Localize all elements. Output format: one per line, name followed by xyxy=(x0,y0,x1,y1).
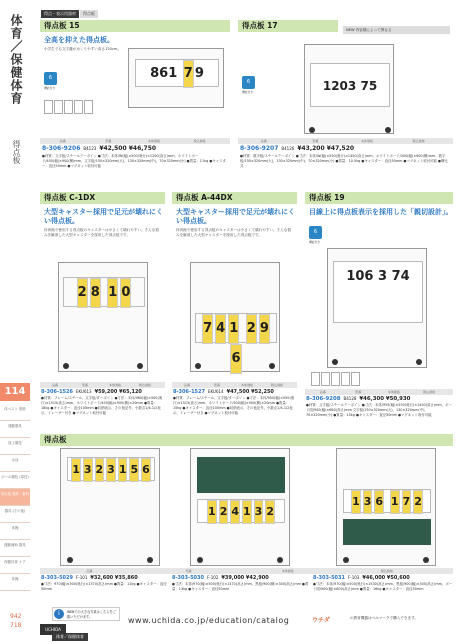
price: ¥46,300 xyxy=(359,396,384,402)
spec-text: ●材質：数字板/スチールテーポイン ●寸法：本体/W(幅)×550(奥行)×1450(高さ)mm、ホワイトボード/300(幅)×900(横)mm、数字板/150×320mm(大)、130×320mm(中)、70×320mm(小) ●質量：10.5kg ●キャスター：直径50mm ●マグネット取付可能 ●横比式 xyxy=(240,154,448,168)
digit: 2 xyxy=(265,500,275,524)
sidebar xyxy=(0,0,30,644)
score-display xyxy=(333,261,423,323)
product-code[interactable]: 8-303-5029 xyxy=(41,575,73,581)
bellmark-note: の教育機器はベルマークで購入できます。 xyxy=(350,616,418,620)
plate-thumb xyxy=(311,372,320,386)
spec-label: 本体価格 xyxy=(360,139,373,143)
spec-header xyxy=(40,138,230,144)
digit: 1 xyxy=(390,490,400,514)
price-row xyxy=(42,145,156,152)
digit: 1 xyxy=(107,278,118,308)
caster-wheel xyxy=(147,557,153,563)
digit: 3 xyxy=(378,269,388,284)
side-nav-item[interactable]: 体操 xyxy=(0,574,30,591)
score-display xyxy=(197,499,285,523)
catalog-url[interactable]: www.uchida.co.jp/education/catalog xyxy=(128,616,290,625)
card-title: 全高を抑えた得点板。 xyxy=(44,36,114,44)
caster-wheel xyxy=(423,557,429,563)
price: ¥59,200 xyxy=(94,389,118,395)
info-icon: i xyxy=(54,609,64,619)
price-tax: ¥42,900 xyxy=(245,575,269,581)
feature-badge: 6 xyxy=(242,76,255,89)
digit: 1 xyxy=(168,66,178,81)
chalkboard xyxy=(343,519,431,545)
spec-text: ●材質：文字板/スチールテーポイン ●寸法：本体/W(幅)×500(奥行)×1200(高さ)mm、ホワイトボード/450(幅)×900(横)mm、文字板/150×320mm(大)、130×320mm(中)、70×320mm(小) ●質量：11kg ●キャスター：直径50mm ●マグネット取付可能 xyxy=(42,154,226,168)
spec-label: 品番 xyxy=(59,139,66,143)
price-row xyxy=(41,575,138,581)
side-nav-item[interactable]: 水泳 xyxy=(0,455,30,472)
digit: 1 xyxy=(228,314,239,344)
footer-category: 体育／保健体育 xyxy=(52,633,88,641)
digit: 0 xyxy=(120,278,131,308)
product-image xyxy=(190,262,280,372)
plate-thumb xyxy=(84,100,93,114)
price-row xyxy=(313,575,410,581)
plate-thumb xyxy=(321,372,330,386)
web-tip: WEBでの大きな写真はこちらをご覧いただけます。 xyxy=(52,607,120,621)
digit: 6 xyxy=(159,66,169,81)
digit: 0 xyxy=(355,269,365,284)
model-number: B4126 xyxy=(281,146,295,151)
model-number: F-102 xyxy=(206,575,219,580)
spec-label: 型番 xyxy=(213,383,220,387)
spec-label: 型番 xyxy=(105,139,112,143)
digit: 3 xyxy=(83,458,93,482)
caster-wheel xyxy=(269,363,275,369)
spec-label: 型番 xyxy=(355,390,362,394)
price-tax: ¥35,860 xyxy=(114,575,138,581)
card-header: 得点板 C-1DX xyxy=(40,192,165,204)
caster-wheel xyxy=(385,127,391,133)
price-tax: ¥47,520 xyxy=(326,145,355,152)
spec-header xyxy=(40,568,453,574)
card-title: 大型キャスター採用で足元が壊れにくい得点板。 xyxy=(44,208,163,225)
model-number: F-103 xyxy=(347,575,360,580)
spec-label: 税込価格 xyxy=(423,390,436,394)
digit: 4 xyxy=(215,314,226,344)
caster-wheel xyxy=(277,557,283,563)
spec-label: 品番 xyxy=(86,569,93,573)
spec-label: 税込価格 xyxy=(412,139,425,143)
product-image xyxy=(128,48,224,108)
product-image xyxy=(304,44,394,134)
digit: 9 xyxy=(194,66,204,81)
spec-text: ●材質：フレーム/スチール、文字板/ターポリン ●寸法：本体/980(幅)×500(奥行)×1515(高さ)mm、ホワイトボード/450(幅)×900(横)×20mm ●質量：18kg ●キャスター：直径100mm ●収納表示、その他記号、小数点1/4-1/2表示、イレーザー付き ●マグネット取付可能 xyxy=(41,396,163,415)
card-title: 大型キャスター採用で足元が壊れにくい得点板。 xyxy=(176,208,295,225)
score-display xyxy=(195,313,277,366)
plate-thumb xyxy=(44,100,53,114)
number-plate-samples xyxy=(44,100,94,115)
digit: 1 xyxy=(207,500,217,524)
digit: 2 xyxy=(331,79,340,93)
chalkboard xyxy=(197,457,285,493)
score-display xyxy=(310,63,390,107)
product-section xyxy=(40,434,453,606)
spec-label: 品番 xyxy=(51,383,58,387)
price: ¥43,200 xyxy=(297,145,325,152)
spec-label: 品番 xyxy=(260,139,267,143)
spec-label: 型番 xyxy=(185,569,192,573)
product-code[interactable]: 8-306-1526 xyxy=(41,389,73,395)
product-code[interactable]: 8-303-5030 xyxy=(172,575,204,581)
feature-badge: 6 xyxy=(309,226,322,239)
card-description: 小学生でも文字盤がめくりやすい高さ120cm。 xyxy=(44,47,122,51)
digit: 3 xyxy=(254,500,264,524)
plate-thumb xyxy=(54,100,63,114)
price-row xyxy=(172,575,269,581)
product-image xyxy=(190,448,290,566)
product-image xyxy=(336,448,436,566)
digit: 2 xyxy=(95,458,105,482)
uchida-logo: UCHIDA xyxy=(40,624,66,635)
digit: 4 xyxy=(230,500,240,524)
digit: 3 xyxy=(363,490,373,514)
digit: 6 xyxy=(374,490,384,514)
card-description: 体育館で使用する得点板のキャスターは小さくて壊れやすい。そんな悩みを解消した大型キャスターを採用した得点板です。 xyxy=(44,228,159,237)
digit: 2 xyxy=(219,500,229,524)
model-number: B4128 xyxy=(343,396,357,401)
spec-header xyxy=(238,138,453,144)
product-code[interactable]: 8-306-9208 xyxy=(306,396,341,402)
product-image xyxy=(327,248,427,368)
caster-wheel xyxy=(195,363,201,369)
spec-text: ●材質：文字板/スチールテーポイン ●寸法：本体/955(幅)×550(奥行)×1450(高さ)mm、ボード面/900(幅)×660(高さ)mm 文字板/150×320mm(大)、130×320mm(中)、70×320mm(小) ●質量：15kg ●キャスター：直径50mm ●マグネット取付可能 xyxy=(306,403,452,417)
product-code[interactable]: 8-306-9206 xyxy=(42,145,81,152)
spec-header xyxy=(172,382,297,388)
product-card xyxy=(40,192,165,432)
spec-text: ●寸法：970(幅)×500(奥行)×1370(高さ)mm ●質量：11kg ●キャスター：直径50mm xyxy=(41,582,167,591)
side-nav-item[interactable]: 体操 xyxy=(0,523,30,540)
breadcrumb-category[interactable]: 得点・表示用器材 xyxy=(41,10,79,18)
product-image xyxy=(60,448,160,566)
digit: 5 xyxy=(129,458,139,482)
digit: 1 xyxy=(71,458,81,482)
side-nav-item[interactable]: 体ベスト 規格 xyxy=(0,404,30,421)
product-card xyxy=(238,20,453,190)
price: ¥47,500 xyxy=(226,389,250,395)
footer xyxy=(40,606,460,644)
product-code[interactable]: 8-306-9207 xyxy=(240,145,279,152)
caster-wheel xyxy=(197,557,203,563)
caster-wheel xyxy=(309,127,315,133)
side-nav-item[interactable]: 運動補助 器具 xyxy=(0,540,30,557)
digit: 1 xyxy=(346,269,356,284)
product-image xyxy=(58,262,148,372)
price: ¥32,600 xyxy=(90,575,114,581)
notice-bar: NEW 内容積によって異なる xyxy=(343,26,450,34)
plate-thumb xyxy=(331,372,340,386)
digit: 6 xyxy=(230,344,241,374)
score-display xyxy=(135,59,219,87)
price-row xyxy=(173,389,274,395)
caster-wheel xyxy=(63,363,69,369)
spec-label: 本体価格 xyxy=(387,390,400,394)
section-subtitle: 得点板 xyxy=(12,140,21,164)
card-header: 得点板 17 xyxy=(238,20,338,32)
caster-wheel xyxy=(137,363,143,369)
plate-thumb xyxy=(341,372,350,386)
plate-thumb xyxy=(74,100,83,114)
digit: 8 xyxy=(90,278,101,308)
caster-wheel xyxy=(343,557,349,563)
spec-text: ●寸法：本体/970(幅)×500(奥行)×1370(高さ)mm、黒板/900(横)×300(高さ)mm ●質量：13kg ●キャスター：直径50mm xyxy=(172,582,309,591)
product-code[interactable]: 8-306-1527 xyxy=(173,389,205,395)
product-card xyxy=(305,192,453,432)
digit: 7 xyxy=(402,490,412,514)
spec-label: 税込価格 xyxy=(270,383,283,387)
digit: 3 xyxy=(347,79,357,93)
digit: 7 xyxy=(360,79,369,93)
caster-wheel xyxy=(332,359,338,365)
spec-header xyxy=(305,389,453,395)
side-nav-item[interactable]: 運動器具 xyxy=(0,421,30,438)
digit: 0 xyxy=(339,79,348,93)
score-display xyxy=(63,277,145,307)
feature-badge: 6 xyxy=(44,72,57,85)
score-display xyxy=(67,457,155,481)
card-description: 体育館で使用する得点板のキャスターは小さくて壊れやすい。そんな悩みを解消した大型キャスターを採用した得点板です。 xyxy=(176,228,291,237)
digit: 4 xyxy=(400,269,410,284)
card-header: 得点板 A-44DX xyxy=(172,192,297,204)
spec-text: ●寸法：本体/970(幅)×500(奥行)×1530(高さ)mm、黒板/900(幅)×300(高さ)mm、ボード面/900(幅)×600(高さ)mm ●質量：16kg ●キャスター：直径50mm xyxy=(313,582,453,591)
spec-label: 本体価格 xyxy=(281,569,294,573)
spec-label: 本体価格 xyxy=(147,139,160,143)
digit: 2 xyxy=(77,278,88,308)
price-row xyxy=(306,396,410,402)
card-title: 目線上に得点板表示を採用した「親切設計」。 xyxy=(309,208,453,216)
score-display xyxy=(343,489,431,513)
model-number: F-101 xyxy=(75,575,88,580)
price-tax: ¥46,750 xyxy=(128,145,157,152)
product-card xyxy=(172,192,297,432)
price: ¥42,500 xyxy=(99,145,127,152)
side-nav-item[interactable]: ボール競技 (球技) xyxy=(0,472,30,489)
digit: 2 xyxy=(246,314,257,344)
digit: 6 xyxy=(364,269,374,284)
model-number: B4123 xyxy=(83,146,97,151)
side-nav-item[interactable]: 陸上競技 xyxy=(0,438,30,455)
price-tax: ¥50,600 xyxy=(386,575,410,581)
spec-label: 本体価格 xyxy=(108,383,121,387)
spec-header xyxy=(40,382,165,388)
side-nav-item[interactable]: 保健体育 ケア xyxy=(0,557,30,574)
model-number: EKU614 xyxy=(207,389,224,394)
digit: 7 xyxy=(391,269,401,284)
plate-thumb xyxy=(351,372,360,386)
digit: 1 xyxy=(322,79,332,93)
feature-badge-caption: 機能付き xyxy=(309,240,321,244)
spec-label: 品番 xyxy=(319,390,326,394)
digit: 6 xyxy=(141,458,151,482)
page-refs xyxy=(10,612,21,630)
spec-label: 税込価格 xyxy=(380,569,393,573)
digit: 9 xyxy=(259,314,270,344)
number-plate-samples xyxy=(311,372,361,387)
feature-badge-caption: 機能付き xyxy=(242,90,254,94)
caster-wheel xyxy=(67,557,73,563)
digit: 5 xyxy=(368,79,378,93)
model-number: EKU613 xyxy=(75,389,92,394)
digit: 1 xyxy=(242,500,252,524)
breadcrumb xyxy=(41,10,99,17)
feature-badge-caption: 機能付き xyxy=(44,86,56,90)
side-nav-item-active[interactable]: 得点板 器具・審判 xyxy=(0,489,30,506)
spec-label: 型番 xyxy=(312,139,319,143)
section-title: 体育／保健体育 xyxy=(9,14,23,105)
card-header: 得点板 15 xyxy=(40,20,230,32)
digit: 7 xyxy=(183,60,194,88)
price: ¥39,000 xyxy=(221,575,245,581)
side-nav xyxy=(0,404,30,591)
spec-label: 型番 xyxy=(81,383,88,387)
page-number-tab: 114 xyxy=(0,383,30,401)
breadcrumb-item[interactable]: 得点板 xyxy=(80,10,98,18)
side-nav-item[interactable]: 器具 (その他) xyxy=(0,506,30,523)
spec-label: 税込価格 xyxy=(138,383,151,387)
bellmark-logo: ウチダ xyxy=(312,617,330,624)
price-row xyxy=(41,389,142,395)
digit: 7 xyxy=(202,314,213,344)
price-tax: ¥65,120 xyxy=(119,389,142,395)
spec-text: ●材質：フレーム/スチール、文字板/ターポリン ●寸法：本体/950(幅)×550(奥行)×1515(高さ)mm、ホワイトボード/300(幅)×900(横)×20mm ●質量：15kg ●キャスター：直径100mm ●収納表示、その他記号、小数点1/4-1/2表示、イレーザー付き ●マグネット取付可能 xyxy=(173,396,295,415)
price-tax: ¥52,250 xyxy=(251,389,274,395)
spec-label: 品番 xyxy=(183,383,190,387)
caster-wheel xyxy=(416,359,422,365)
price-tax: ¥50,930 xyxy=(385,396,411,402)
section-header: 得点板 xyxy=(40,434,453,446)
digit: 1 xyxy=(351,490,361,514)
page-ref[interactable]: 718 xyxy=(10,622,22,629)
page-ref[interactable]: 942 xyxy=(10,613,22,620)
digit: 8 xyxy=(150,66,160,81)
spec-label: 本体価格 xyxy=(240,383,253,387)
price: ¥46,000 xyxy=(362,575,386,581)
price-row xyxy=(240,145,354,152)
plate-thumb xyxy=(64,100,73,114)
digit: 1 xyxy=(118,458,128,482)
spec-label: 税込価格 xyxy=(193,139,206,143)
digit: 3 xyxy=(106,458,116,482)
product-card xyxy=(40,20,230,190)
digit: 2 xyxy=(413,490,423,514)
product-code[interactable]: 8-303-5031 xyxy=(313,575,345,581)
card-header: 得点板 19 xyxy=(305,192,453,204)
